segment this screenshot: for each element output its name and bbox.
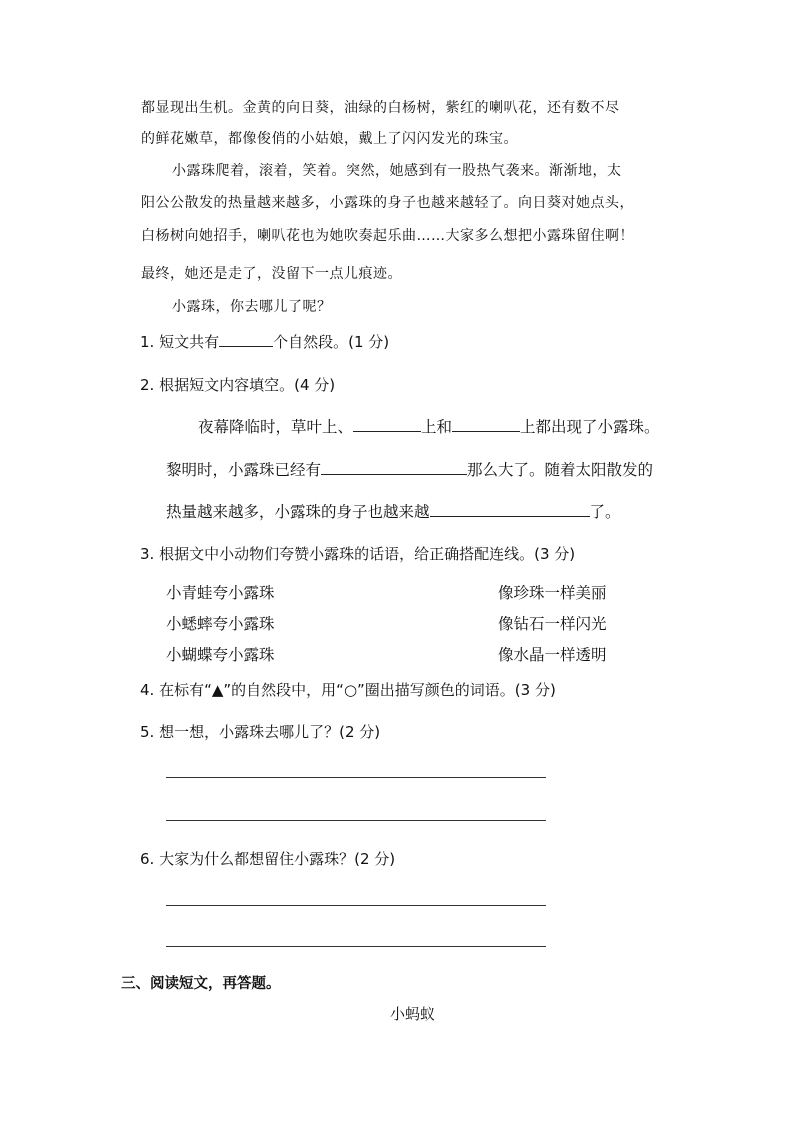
- question-text: 在标有“▲”的自然段中，用“○”圈出描写颜色的词语。(3 分): [159, 681, 556, 699]
- story-line: 小露珠爬着，滚着，笑着。突然，她感到有一股热气袭来。渐渐地，太: [172, 163, 622, 179]
- fill-text: 热量越来越多，小露珠的身子也越来越: [166, 503, 430, 521]
- match-right-item[interactable]: 像水晶一样透明: [498, 646, 607, 664]
- fill-text: 夜幕降临时，草叶上、: [198, 418, 354, 436]
- answer-line[interactable]: [166, 905, 546, 906]
- answer-blank[interactable]: [353, 430, 421, 432]
- answer-line[interactable]: [166, 946, 546, 947]
- question-2: [140, 374, 335, 395]
- answer-blank[interactable]: [452, 430, 520, 432]
- story-line: 阳公公散发的热量越来越多，小露珠的身子也越来越轻了。向日葵对她点头，: [141, 195, 634, 211]
- fill-text: 那么大了。随着太阳散发的: [467, 461, 654, 479]
- question-number: 6.: [140, 850, 155, 868]
- question-5: [140, 721, 380, 742]
- story-line: 小露珠，你去哪儿了呢？: [172, 299, 332, 315]
- question-text: 想一想，小露珠去哪儿了？(2 分): [159, 723, 381, 741]
- fill-in-line: [166, 500, 621, 522]
- question-number: 1.: [140, 333, 155, 351]
- question-text: 根据文中小动物们夸赞小露珠的话语，给正确搭配连线。(3 分): [159, 545, 576, 563]
- answer-blank[interactable]: [219, 345, 273, 347]
- match-right-item[interactable]: 像珍珠一样美丽: [498, 584, 607, 602]
- question-1: [140, 331, 389, 352]
- question-6: [140, 848, 395, 869]
- fill-in-line: [198, 415, 660, 437]
- fill-text: 上都出现了小露珠。: [520, 418, 660, 436]
- fill-in-line: [166, 458, 653, 480]
- answer-line[interactable]: [166, 820, 546, 821]
- question-text: 根据短文内容填空。(4 分): [159, 376, 336, 394]
- answer-blank[interactable]: [430, 515, 590, 517]
- fill-text: 了。: [589, 503, 621, 521]
- story-line: 都显现出生机。金黄的向日葵，油绿的白杨树，紫红的喇叭花，还有数不尽: [141, 100, 620, 116]
- question-4: [140, 679, 556, 700]
- answer-blank[interactable]: [321, 473, 467, 475]
- passage-title: 小蚂蚁: [390, 1005, 436, 1023]
- question-text: 短文共有: [159, 333, 220, 351]
- question-number: 5.: [140, 723, 155, 741]
- story-line: 最终，她还是走了，没留下一点儿痕迹。: [141, 266, 402, 282]
- match-left-item[interactable]: 小青蛙夸小露珠: [166, 584, 275, 602]
- question-text: 个自然段。(1 分): [273, 333, 390, 351]
- fill-text: 上和: [421, 418, 453, 436]
- question-number: 3.: [140, 545, 155, 563]
- question-text: 大家为什么都想留住小露珠？(2 分): [159, 850, 396, 868]
- story-line: 白杨树向她招手，喇叭花也为她吹奏起乐曲……大家多么想把小露珠留住啊！: [141, 228, 634, 244]
- story-line: 的鲜花嫩草，都像俊俏的小姑娘，戴上了闪闪发光的珠宝。: [141, 131, 518, 147]
- question-3: [140, 543, 575, 564]
- fill-text: 黎明时，小露珠已经有: [166, 461, 322, 479]
- question-number: 2.: [140, 376, 155, 394]
- question-number: 4.: [140, 681, 155, 699]
- section-heading: 三、阅读短文，再答题。: [121, 976, 281, 992]
- match-right-item[interactable]: 像钻石一样闪光: [498, 615, 607, 633]
- answer-line[interactable]: [166, 777, 546, 778]
- match-left-item[interactable]: 小蝴蝶夸小露珠: [166, 646, 275, 664]
- match-left-item[interactable]: 小蟋蟀夸小露珠: [166, 615, 275, 633]
